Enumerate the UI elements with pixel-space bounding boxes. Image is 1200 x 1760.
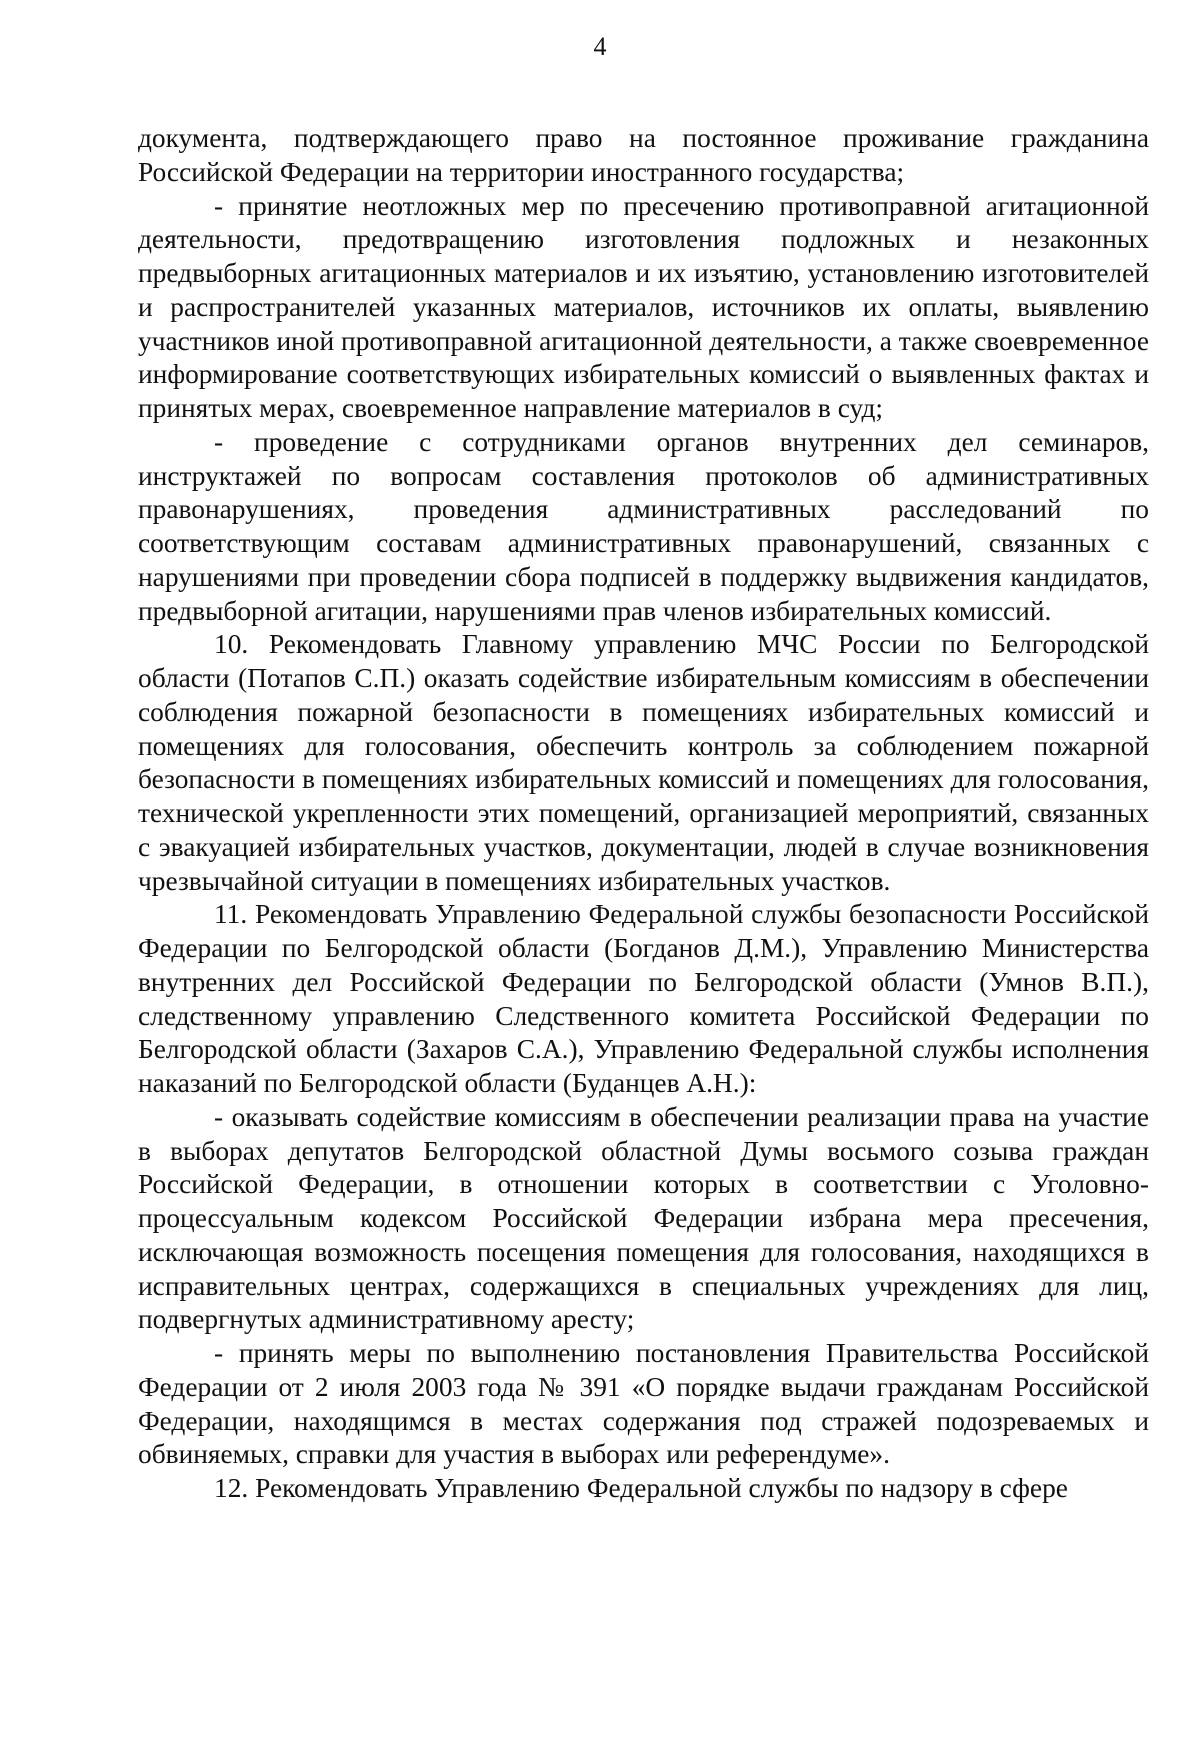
paragraph-bullet-measures: - принять меры по выполнению постановления Правительства Российской Федерации от 2 июля 2003 года № 391 «О порядке выдачи гражданам Российской Федерации, находящимся в местах содержания под стражей подозреваемых и обвиняемых, справки для участия в выборах или референдуме». (138, 1338, 1149, 1470)
paragraph-continuation: документа, подтверждающего право на постоянное проживание гражданина Российской Федерации на территории иностранного государства; (138, 123, 1149, 187)
paragraph-item-11: 11. Рекомендовать Управлению Федеральной службы безопасности Российской Федерации по Белгородской области (Богданов Д.М.), Управлению Министерства внутренних дел Российской Федерации по Белгородской области (Умнов В.П.), следственному управлению Следственного комитета Российской Федерации по Белгородской области (Захаров С.А.), Управлению Федеральной службы исполнения наказаний по Белгородской области (Буданцев А.Н.): (138, 899, 1149, 1098)
page-number: 4 (593, 32, 607, 61)
paragraph-item-12: 12. Рекомендовать Управлению Федеральной службы по надзору в сфере (214, 1473, 1068, 1503)
paragraph-bullet-agitation: - принятие неотложных мер по пресечению противоправной агитационной деятельности, предотвращению изготовления подложных и незаконных предвыборных агитационных материалов и их изъятию, установлению изготовителей и распространителей указанных материалов, источников их оплаты, выявлению участников иной противоправной агитационной деятельности, а также своевременное информирование соответствующих избирательных комиссий о выявленных фактах и принятых мерах, своевременное направление материалов в суд; (138, 190, 1149, 423)
paragraph-item-10: 10. Рекомендовать Главному управлению МЧС России по Белгородской области (Потапов С.П.) оказать содействие избирательным комиссиям в обеспечении соблюдения пожарной безопасности в помещениях избирательных комиссий и помещениях для голосования, обеспечить контроль за соблюдением пожарной безопасности в помещениях избирательных комиссий и помещениях для голосования, технической укрепленности этих помещений, организацией мероприятий, связанных с эвакуацией избирательных участков, документации, людей в случае возникновения чрезвычайной ситуации в помещениях избирательных участков. (138, 629, 1149, 896)
paragraph-bullet-assistance: - оказывать содействие комиссиям в обеспечении реализации права на участие в выборах депутатов Белгородской областной Думы восьмого созыва граждан Российской Федерации, в отношении которых в соответствии с Уголовно-процессуальным кодексом Российской Федерации избрана мера пресечения, исключающая возможность посещения помещения для голосования, находящихся в исправительных центрах, содержащихся в специальных учреждениях для лиц, подвергнутых административному аресту; (138, 1101, 1149, 1335)
paragraph-bullet-seminars: - проведение с сотрудниками органов внутренних дел семинаров, инструктажей по вопросам составления протоколов об административных правонарушениях, проведения административных расследований по соответствующим составам административных правонарушений, связанных с нарушениями при проведении сбора подписей в поддержку выдвижения кандидатов, предвыборной агитации, нарушениями прав членов избирательных комиссий. (138, 426, 1149, 626)
document-body (138, 122, 1149, 1506)
